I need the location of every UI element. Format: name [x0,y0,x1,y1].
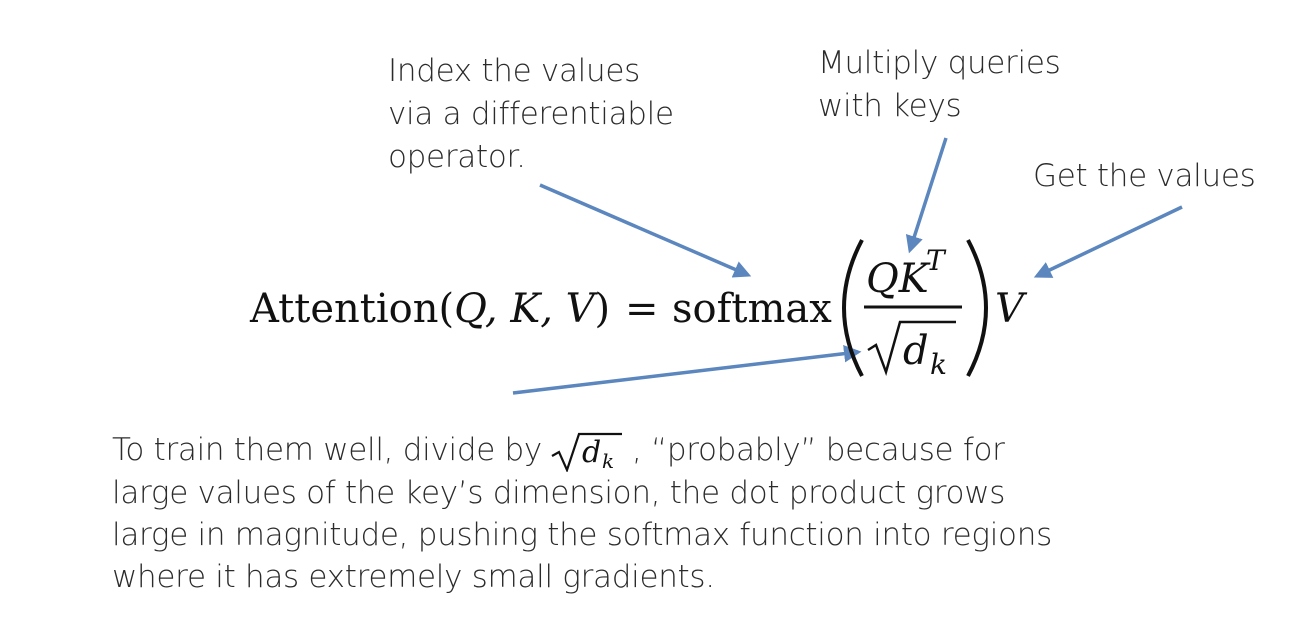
train-line-1: To train them well, divide by d k , “probably” because for [112,428,1052,472]
svg-text:d: d [581,435,601,470]
formula-softmax: softmax [672,286,832,332]
formula-equals: = [625,286,659,332]
superscript-t: T [926,244,945,277]
arrow-index-to-softmax [540,185,748,275]
annotation-train: To train them well, divide by d k , “probably” because for large values of the key’s dimension, the dot product grows large in magnitude, pushing the softmax function into regions where it has extremely small gradients. [112,428,1052,598]
annotation-multiply: Multiply queries with keys [818,45,1061,124]
formula-v: V [995,286,1024,332]
denominator-d: d [903,328,929,374]
left-paren [844,240,862,376]
numerator: QK [866,256,929,302]
annotation-index-values: Index the values via a differentiable operator. [388,53,674,175]
attention-formula [249,240,1028,381]
formula-lhs: Attention(Q, K, V) [250,286,611,332]
arrow-values-to-v [1037,207,1182,276]
arrow-multiply-to-numerator [910,138,946,250]
annotation-get-values: Get the values [1033,158,1256,194]
right-paren [968,240,986,376]
subscript-k: k [930,348,947,381]
arrow-train-to-denominator [513,352,858,393]
svg-text:k: k [601,449,614,472]
inline-sqrt-dk [548,428,626,472]
